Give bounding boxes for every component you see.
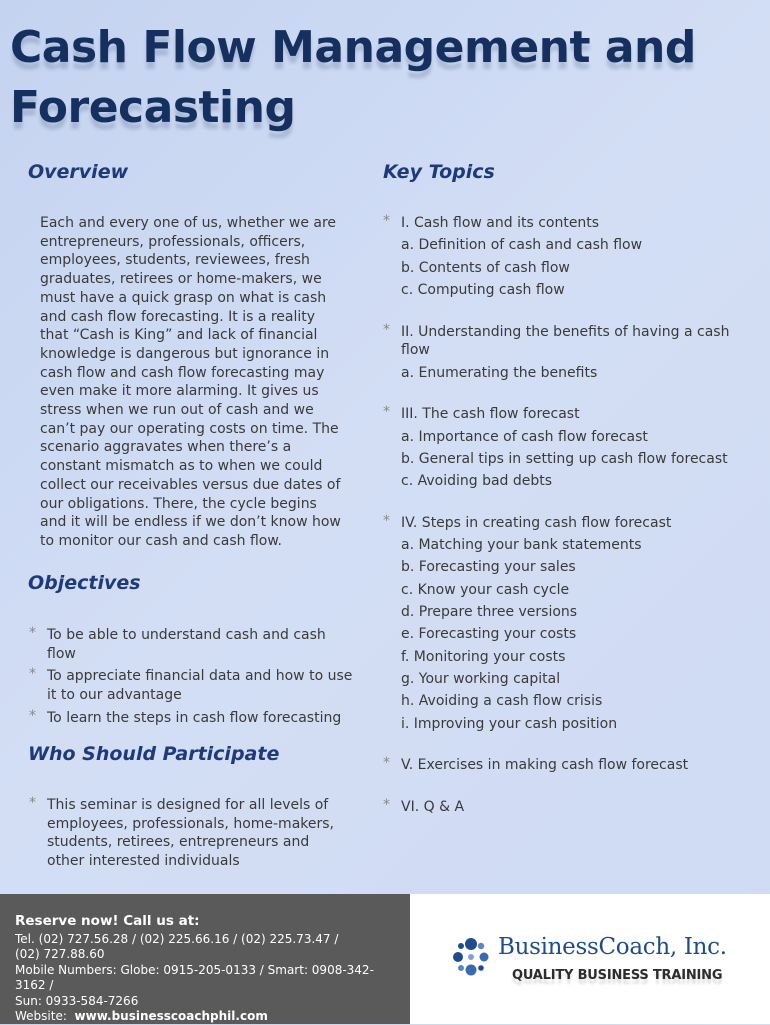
telephone-line: (02) 727.88.60 bbox=[15, 947, 105, 961]
website-line bbox=[15, 1009, 396, 1025]
topic-1 bbox=[383, 214, 743, 300]
overview-text: Each and every one of us, whether we are entrepreneurs, professionals, officers, employees, students, reviewees, fresh graduates, retirees or home-makers, we must have a quick grasp on what is cash and cash flow forecasting. It is a reality that “Cash is King” and lack of financial knowledge is dangerous but ignorance in cash flow and cash flow forecasting may even make it more alarming. It gives us stress when we run out of cash and we can’t pay our operating costs on time. The scenario aggravates when there’s a constant mismatch as to when we could collect our receivables versus due dates of our obligations. There, the cycle begins and it will be endless if we don’t know how to monitor our cash and cash flow. bbox=[40, 215, 341, 549]
topic-5 bbox=[383, 756, 743, 775]
mobile-line: Sun: 0933-584-7266 bbox=[15, 993, 139, 1008]
businesscoach-logo-icon bbox=[448, 934, 494, 980]
telephone-line: Tel. (02) 727.56.28 / (02) 225.66.16 / (02) 225.73.47 / bbox=[15, 931, 339, 946]
topic-title: II. Understanding the benefits of having a cash flow bbox=[401, 323, 730, 359]
contact-panel bbox=[0, 894, 410, 1024]
topic-4 bbox=[383, 514, 743, 733]
list-item: * To appreciate financial data and how to use it to our advantage bbox=[29, 666, 353, 704]
subtopic-item: c. Computing cash flow bbox=[401, 281, 565, 298]
topic-title: III. The cash flow forecast bbox=[401, 406, 580, 423]
subtopic-item: f. Monitoring your costs bbox=[401, 648, 566, 665]
subtopic-item: d. Prepare three versions bbox=[401, 604, 578, 621]
brand-panel bbox=[410, 894, 770, 1024]
objectives-heading: Objectives bbox=[28, 572, 141, 594]
topic-title: VI. Q & A bbox=[401, 798, 465, 815]
subtopic-item: a. Matching your bank statements bbox=[401, 537, 642, 554]
subtopic-item: a. Definition of cash and cash flow bbox=[401, 237, 643, 254]
asterisk-bullet-icon: * bbox=[29, 666, 36, 683]
topic-6 bbox=[383, 798, 743, 817]
list-item: * This seminar is designed for all levels of employees, professionals, home-makers, students, retirees, entrepreneurs and other interested individuals bbox=[29, 795, 334, 870]
asterisk-bullet-icon: * bbox=[383, 755, 390, 772]
asterisk-bullet-icon: * bbox=[383, 213, 390, 229]
key-topics-heading: Key Topics bbox=[383, 161, 495, 183]
subtopic-item: h. Avoiding a cash flow crisis bbox=[401, 693, 603, 710]
list-item: * To be able to understand cash and cash flow bbox=[29, 625, 326, 662]
asterisk-bullet-icon: * bbox=[29, 707, 36, 724]
who-should-participate-heading: Who Should Participate bbox=[28, 743, 280, 765]
subtopic-item: i. Improving your cash position bbox=[401, 715, 618, 732]
reserve-callout: Reserve now! Call us at: bbox=[15, 913, 200, 929]
asterisk-bullet-icon: * bbox=[383, 796, 390, 813]
subtopic-item: g. Your working capital bbox=[401, 670, 561, 687]
mobile-line: Mobile Numbers: Globe: 0915-205-0133 / Smart: 0908-342-3162 / bbox=[15, 962, 374, 992]
brand-tagline: QUALITY BUSINESS TRAINING bbox=[512, 968, 723, 983]
brand-name: BusinessCoach, Inc. bbox=[498, 934, 727, 960]
who-should-participate-list bbox=[29, 796, 349, 871]
objectives-list bbox=[29, 626, 359, 732]
asterisk-bullet-icon: * bbox=[383, 321, 390, 338]
asterisk-bullet-icon: * bbox=[29, 795, 36, 811]
topic-2 bbox=[383, 323, 743, 383]
list-item: * To learn the steps in cash flow forecasting bbox=[29, 707, 342, 726]
subtopic-item: b. General tips in setting up cash flow forecast bbox=[401, 450, 728, 467]
website-label: Website: bbox=[15, 1009, 67, 1023]
topic-title: V. Exercises in making cash flow forecast bbox=[401, 757, 689, 774]
subtopic-item: a. Enumerating the benefits bbox=[401, 364, 598, 381]
subtopic-item: b. Forecasting your sales bbox=[401, 559, 576, 576]
asterisk-bullet-icon: * bbox=[383, 404, 390, 421]
page-title: Cash Flow Management and Forecasting bbox=[10, 22, 696, 133]
subtopic-item: e. Forecasting your costs bbox=[401, 626, 577, 643]
asterisk-bullet-icon: * bbox=[29, 625, 36, 641]
overview-heading: Overview bbox=[28, 161, 129, 183]
topic-3 bbox=[383, 405, 743, 491]
subtopic-item: a. Importance of cash flow forecast bbox=[401, 428, 648, 445]
subtopic-item: b. Contents of cash flow bbox=[401, 259, 570, 276]
topic-title: IV. Steps in creating cash flow forecast bbox=[401, 514, 672, 531]
subtopic-item: c. Know your cash cycle bbox=[401, 581, 570, 598]
key-topics-list bbox=[383, 214, 743, 840]
topic-title: I. Cash flow and its contents bbox=[401, 215, 600, 231]
asterisk-bullet-icon: * bbox=[383, 512, 390, 529]
website-link[interactable]: www.businesscoachphil.com bbox=[74, 1009, 268, 1023]
subtopic-item: c. Avoiding bad debts bbox=[401, 473, 553, 490]
